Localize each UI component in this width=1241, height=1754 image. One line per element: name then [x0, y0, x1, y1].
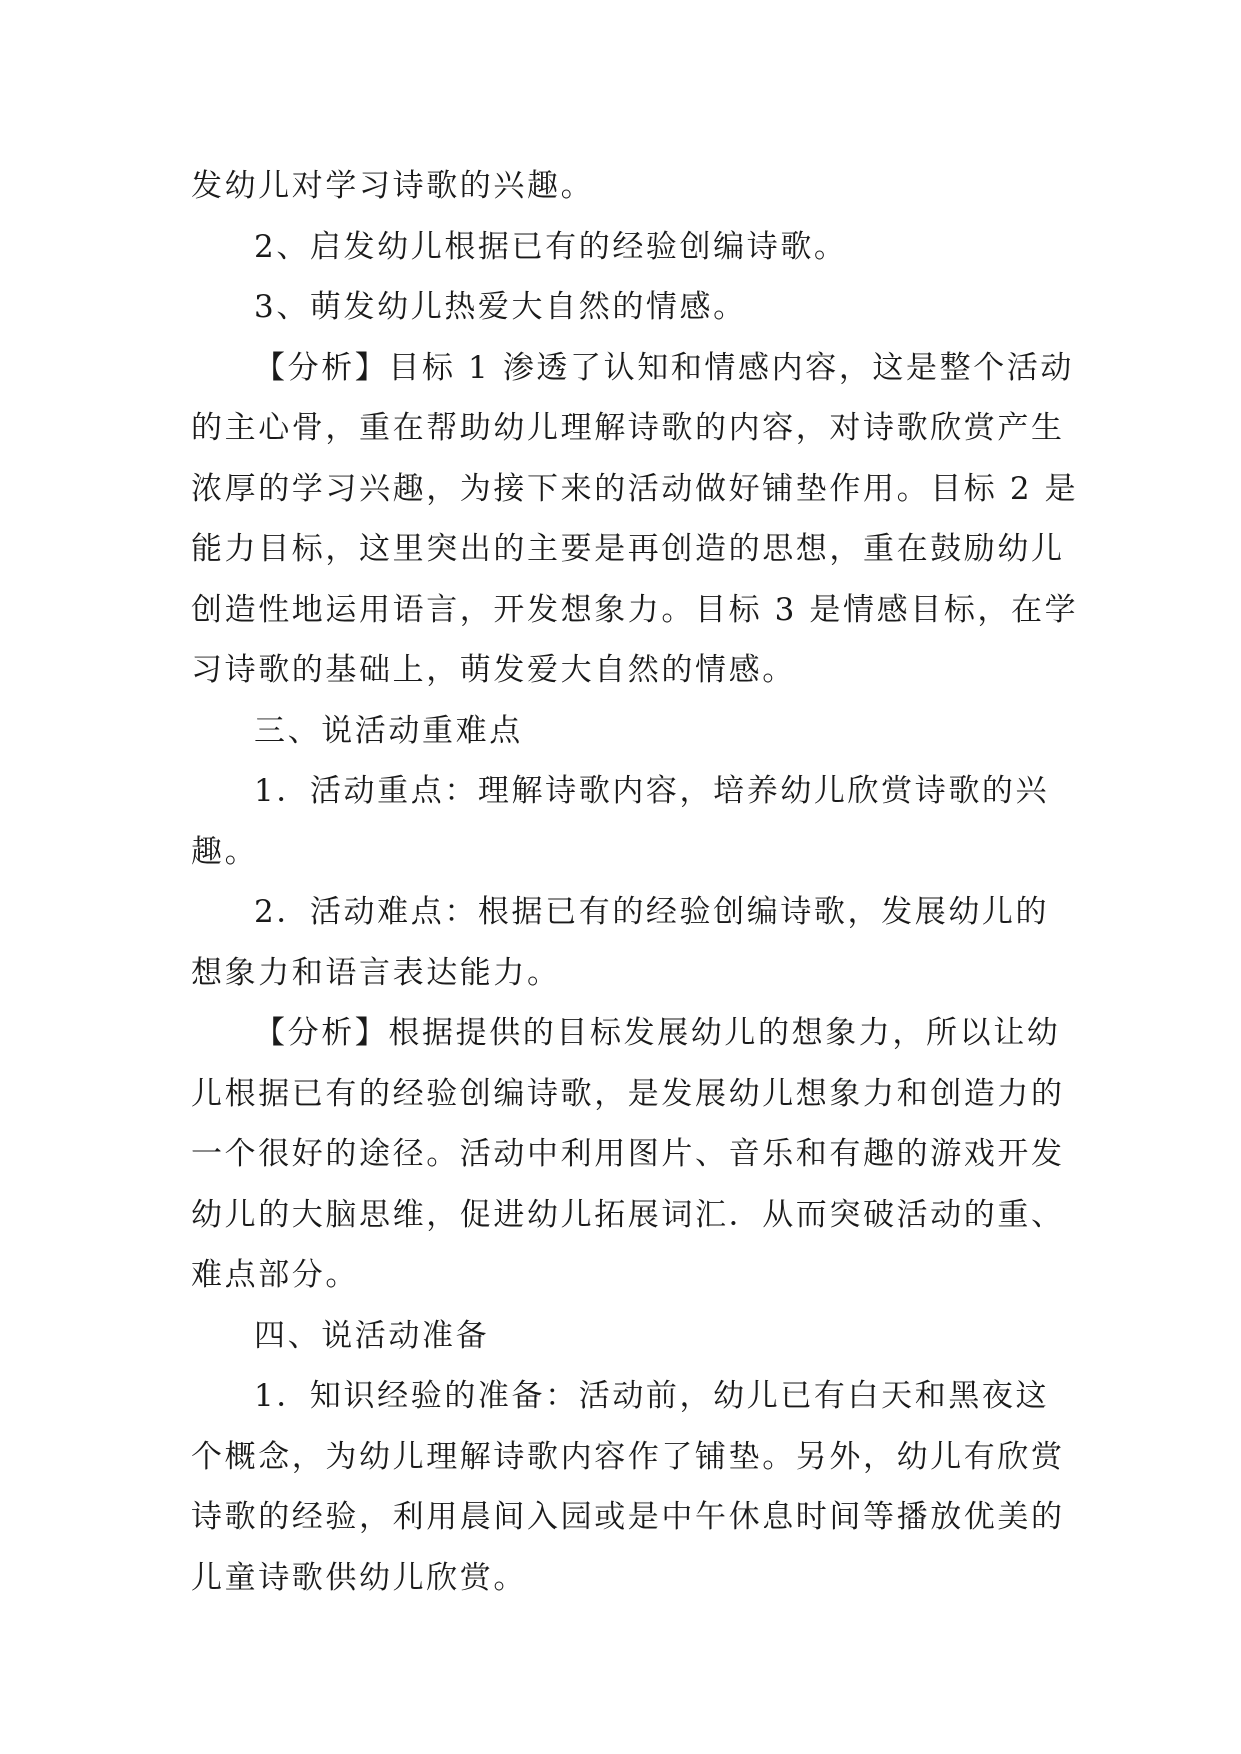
paragraph-line: 难点部分。	[191, 1257, 359, 1293]
analysis-line: 【分析】根据提供的目标发展幼儿的想象力，所以让幼	[254, 1015, 1061, 1051]
paragraph-line: 浓厚的学习兴趣，为接下来的活动做好铺垫作用。目标 2 是	[191, 470, 1079, 507]
paragraph-line: 儿童诗歌供幼儿欣赏。	[191, 1559, 527, 1596]
paragraph-line: 个概念，为幼儿理解诗歌内容作了铺垫。另外，幼儿有欣赏	[191, 1438, 1065, 1475]
paragraph-line: 创造性地运用语言，开发想象力。目标 3 是情感目标，在学	[191, 591, 1079, 628]
paragraph-line: 一个很好的途径。活动中利用图片、音乐和有趣的游戏开发	[191, 1136, 1065, 1172]
document-body	[191, 156, 1079, 1608]
paragraph-line: 能力目标，这里突出的主要是再创造的思想，重在鼓励幼儿	[191, 531, 1065, 567]
paragraph-line: 儿根据已有的经验创编诗歌，是发展幼儿想象力和创造力的	[191, 1075, 1065, 1112]
paragraph-line: 趣。	[191, 833, 259, 870]
paragraph-line: 的主心骨，重在帮助幼儿理解诗歌的内容，对诗歌欣赏产生	[191, 410, 1065, 446]
objective-3-line: 3、萌发幼儿热爱大自然的情感。	[254, 289, 747, 325]
paragraph-line: 幼儿的大脑思维，促进幼儿拓展词汇．从而突破活动的重、	[191, 1196, 1065, 1233]
key-point-line: 1．活动重点：理解诗歌内容，培养幼儿欣赏诗歌的兴	[254, 773, 1050, 809]
paragraph-line: 习诗歌的基础上，萌发爱大自然的情感。	[191, 652, 796, 688]
section-heading: 四、说活动准备	[254, 1317, 490, 1354]
analysis-line: 【分析】目标 1 渗透了认知和情感内容，这是整个活动	[254, 349, 1075, 386]
difficult-point-line: 2．活动难点：根据已有的经验创编诗歌，发展幼儿的	[254, 894, 1050, 930]
paragraph-line: 想象力和语言表达能力。	[191, 954, 561, 991]
preparation-line: 1．知识经验的准备：活动前，幼儿已有白天和黑夜这	[254, 1378, 1050, 1414]
objective-2-line: 2、启发幼儿根据已有的经验创编诗歌。	[254, 228, 848, 265]
paragraph-line: 发幼儿对学习诗歌的兴趣。	[191, 168, 595, 204]
paragraph-line: 诗歌的经验，利用晨间入园或是中午休息时间等播放优美的	[191, 1499, 1065, 1535]
section-heading: 三、说活动重难点	[254, 712, 523, 749]
